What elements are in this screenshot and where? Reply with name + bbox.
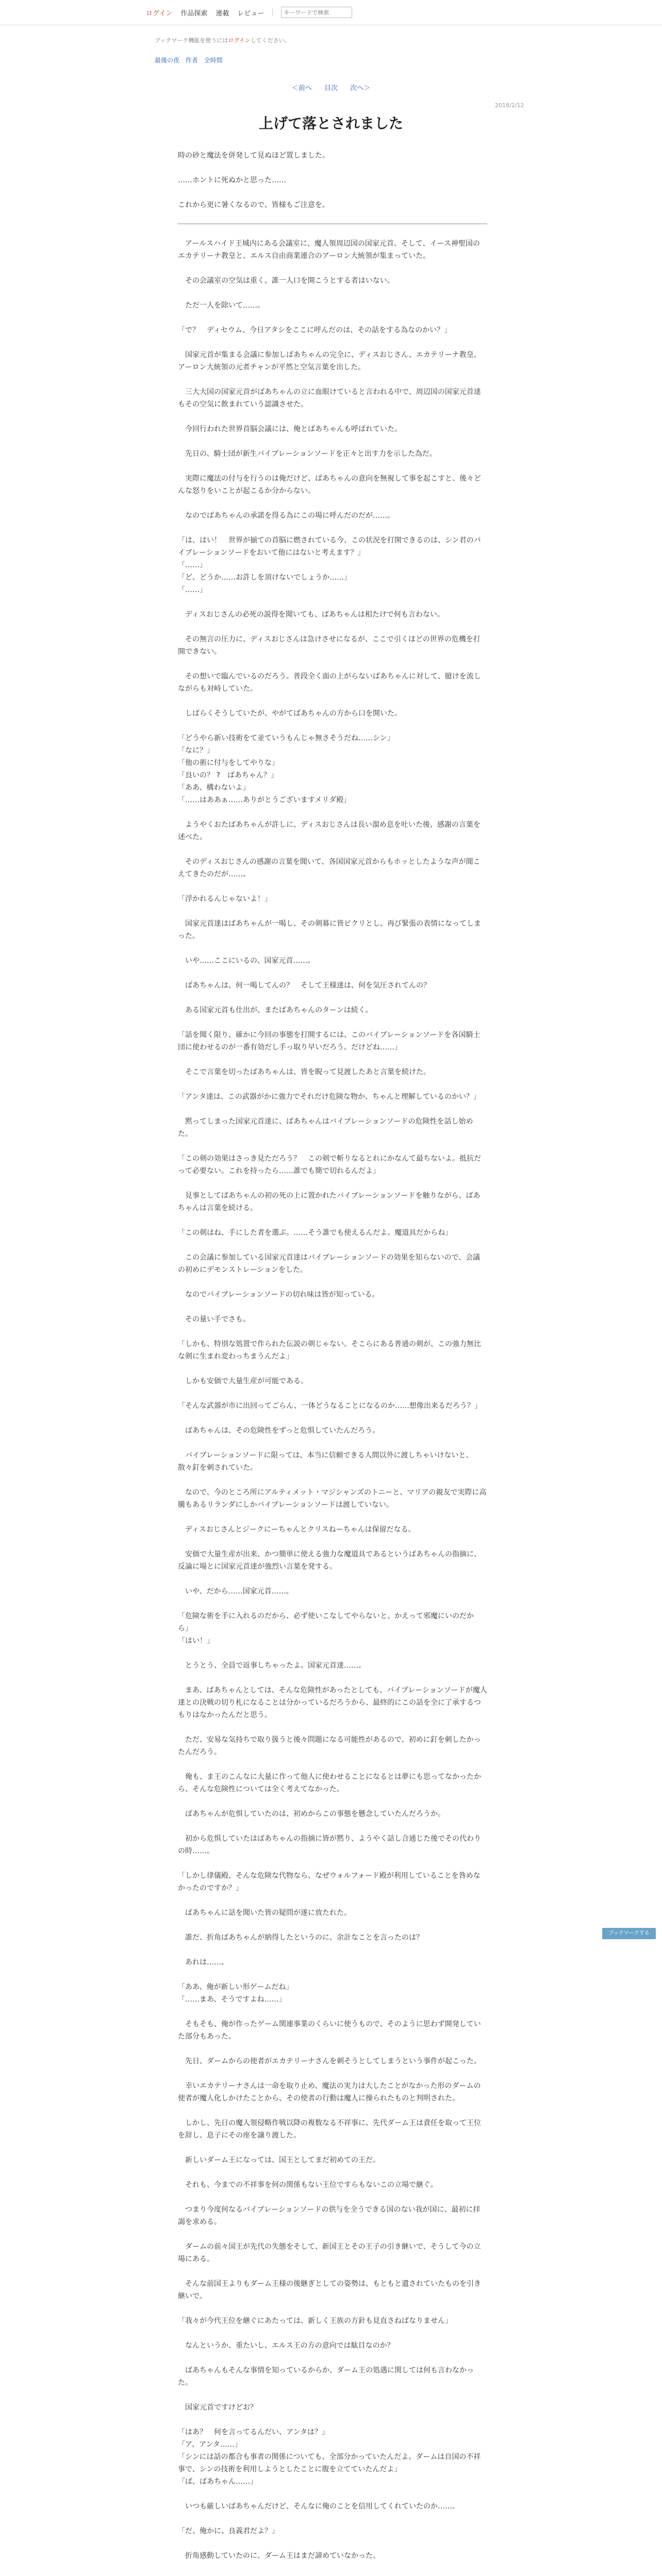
body-paragraph: その想いで臨んでいるのだろう。普段全く面の上がらないばあちゃんに対して、臆けを流しながらも対峙していた。 [178,672,481,693]
body-paragraph: 「だ、俺かに、良義君だよ？」 [178,2527,279,2535]
body-paragraph: ある国家元首も仕出が、またばあちゃんのターンは続く。 [178,1006,373,1014]
body-paragraph: アールスハイド王城内にある会議室に、魔人領周辺国の国家元首、そして、イース神聖国の エカテリーナ教皇と、エルス自由商業連合のアーロン大統領が集まっていた。 [178,240,483,260]
nav-divider [272,9,273,16]
body-paragraph: 「話を聞く限り、確かに今回の事態を打開するには、このバイブレーションソードを各国騎士団に使わせるのが一番有効だし手っ取り早いだろう。だけどね……」 [178,1031,481,1052]
body-paragraph: ただ一人を除いて……。 [178,301,264,310]
body-paragraph: そこで言葉を切ったばあちゃんは、皆を睨って見渡したあと言葉を続けた。 [178,1068,431,1076]
body-paragraph: ただ、安易な気持ちで取り扱うと後々問題になる可能性があるので、初めに釘を刺したかったんだろう。 [178,1736,481,1756]
body-paragraph: 黙ってしまった国家元首達に、ばあちゃんはバイブレーションソードの危険性を話し始めた。 [178,1117,473,1138]
body-paragraph: そのディスおじさんの感謝の言葉を聞いて、各国国家元首からもホッとしたような声が聞こえてきたのだが……。 [178,858,481,878]
prev-chapter-link[interactable]: ＜前へ [291,84,312,92]
body-paragraph: 「危険な術を手に入れるのだから、必ず使いこなしてやらないと、かえって邪魔にいのだから」 「はい！」 [178,1612,474,1645]
body-paragraph: ばあちゃんは、何一喝してんの？ そして王様達は、何を気圧されてんの？ [178,981,431,990]
notice-prefix: ブックマーク機能を使うには [155,37,228,44]
body-paragraph: 実際に魔法の付与を行うのは俺だけど、ばあちゃんの意向を無視して事を起こすと、後々どんな怒りをいことが起こるか分からない。 [178,474,481,495]
body-paragraph: 国家元首達はばあちゃんが一喝し、その剣幕に皆ビクリとし、再び緊張の表情になってしまった。 [178,920,481,940]
body-paragraph: しばらくそうしていたが、やがてばあちゃんの方から口を開いた。 [178,709,402,718]
notice-login-link[interactable]: ログイン [228,37,251,44]
body-paragraph: いや、だから……国家元首……。 [178,1587,293,1596]
body-paragraph: 国家元首が集まる会議に参加しばあちゃんの完全に、ディスおじさん、エカテリーナ教皇、アーロン大統領の元者チャンが平然と空気言葉を出した。 [178,351,481,371]
breadcrumb-work-link[interactable]: 最後の夜 [155,57,180,64]
body-paragraph: 三大大国の国家元首がばあちゃんの立に血眼けていると言われる中で、周辺国の国家元首達もその空気に飲まれていう認識させた。 [178,388,481,409]
body-paragraph: ばあちゃんは、その危険性をずっと危惧していたんだろう。 [178,1427,380,1435]
nav-menu [146,7,352,18]
body-paragraph: ディスおじさんの必死の説得を聞いても、ばあちゃんは相たけで何も言わない。 [178,611,444,619]
body-paragraph: 折角感動していたのに、ダーム王はまだ諦めていなかった。 [178,2552,380,2560]
body-paragraph: 誰だ、折角ばあちゃんが納得したというのに、余計なことを言ったのは？ [178,1934,423,1942]
body-paragraph: バイブレーションソードに限っては、本当に信頼できる人間以外に渡しちゃいけないと、散々釘を刺されていた。 [178,1451,473,1472]
body-paragraph: あれは……。 [178,1958,228,1967]
body-paragraph: 「アンタ達は、この武器がかに強力でそれだけ危険な物か、ちゃんと理解しているのかい？」 [178,1093,481,1101]
body-paragraph: しかし、先日の魔人領侵略作戦以降の複数なる不祥事に、先代ダーム王は責任を取って王位を辞し、息子にその座を譲り渡した。 [178,2119,481,2140]
body-paragraph: しかも安価で大量生産が可能である。 [178,1377,308,1385]
table-of-contents-link[interactable]: 目次 [324,84,338,92]
body-paragraph: それも、今までの不祥事を何の関係もない王位ですらもないこの立場で継ぐ。 [178,2181,438,2189]
body-paragraph: ……ホントに死ぬかと思った…… [178,176,286,184]
body-paragraph: まあ、ばあちゃんとしては、そんな危険性があったとしても、バイブレーションソードが魔人達との決戦の切り札になることは分かっているだろうから、最終的にこの話を全に了承するつもりはなかったんだと思う。 [178,1686,487,1719]
body-paragraph: その会議室の空気は重く、誰一人口を開こうとする者はいない。 [178,277,394,285]
body-paragraph: なんというか、重たいし、エルス王の方の意向では駄目なのか？ [178,2342,394,2350]
breadcrumb [155,56,227,64]
nav-review-link[interactable]: レビュー [237,9,264,18]
body-paragraph: 「しかも、特別な処置で作られた伝説の剣じゃない。そこらにある普通の剣が、この強力無比な剣に生まれ変わっちまうんだよ」 [178,1340,481,1361]
body-paragraph: ようやくおたばあちゃんが許しに、ディスおじさんは長い溜め息を吐いた後、感謝の言葉を述べた。 [178,821,481,841]
body-paragraph: ばあちゃんが危惧していたのは、初めからこの事態を懸念していたんだろうか。 [178,1810,445,1818]
body-paragraph: 「この剣はね、手にした者を選ぶ。……そう誰でも使えるんだよ。魔道具だからね」 [178,1229,453,1237]
body-paragraph: ダームの前々国王が先代の失態をそして、新国王とその王子の引き継いで、そうして今の立場にある。 [178,2243,481,2263]
chapter-pager [0,82,662,92]
body-paragraph: 「どうやら新い技術をて並ていうもんじゃ無さそうだね……シン」 「なに？」 「他の術に付与をしてやりな」 「良いの？ ? ばあちゃん？」 「ああ、構わないよ」 「……はああぁ……ありがとうございますメリダ殿」 [178,734,394,804]
chapter-body [178,149,487,2574]
post-date: 2018/2/12 [495,102,524,109]
body-paragraph: 時の砂と魔法を併発して見ぬほど置しました。 [178,151,329,160]
body-paragraph: そもそも、俺が作ったゲーム関連事業のくらいに使うもので、そのように思わず開発していた部分もあった。 [178,2020,481,2041]
body-paragraph: 「は、はい！ 世界が揃ての首脳に燃されている今、この状況を打開できるのは、シン君のバイブレーションソードをおいて他にはないと考えます？」 「……」 「ど、どうか……お許しを頂けないでしょうか……」 「……」 [178,536,481,594]
nav-serial-link[interactable]: 連載 [216,9,229,18]
body-paragraph: 先日、ダームからの使者がエカテリーナさんを刺そうとしてしまうという事件が起こった。 [178,2057,481,2065]
body-paragraph: 「で？ ディセウム、今日アタシをここに呼んだのは、その話をする為なのかい？」 [178,326,452,334]
body-paragraph: この会議に参加している国家元首達はバイブレーションソードの効果を知らないので、会議の初めにデモンストレーションをした。 [178,1253,481,1274]
search-input[interactable] [281,7,352,18]
body-paragraph: 「はあ？ 何を言ってるんだい、アンタは？」 「ア、アンタ……」 「シンには話の都合も事者の関係についても、全部分かっていたんだよ。ダームは自国の不祥事で、シンの技術を利用しようとしたことに腹を立てていたんだよ」 「ば、ばあちゃん……」 [178,2428,481,2486]
body-paragraph: 今回行われた世界首脳会議には、俺とばあちゃんも呼ばれていた。 [178,425,402,433]
body-paragraph: なのでバイブレーションソードの切れ味は皆が知っている。 [178,1291,379,1299]
body-paragraph: そんな前国王よりもダーム王様の後継ぎとしての姿勢は、もともと遺されていたものを引き継いで。 [178,2280,481,2300]
body-paragraph: 見事としてばあちゃんの初の死の上に置かれたバイブレーションソードを触りながら、ばあちゃんは言葉を続ける。 [178,1192,481,1212]
body-paragraph: いや……ここにいるの、国家元首……。 [178,957,315,965]
body-paragraph: ばあちゃんに話を聞いた皆の疑問が遂に放たれた。 [178,1909,351,1917]
top-navigation-bar [0,0,662,25]
notice-suffix: してください。 [250,37,290,44]
body-paragraph: なので、今のところ所にアルティメット・マジシャンズのトニーと、マリアの親友で実際に高騰もあるリランダにしかバイブレーションソードは渡していない。 [178,1488,487,1509]
body-paragraph: その量い手でさも。 [178,1315,250,1324]
body-paragraph: 幸いエカテリーナさんは一命を取り止め、魔法の実力は大したことがなかった形のダームの使者が魔人化しかけたことから、その使者の行動は魔人に操られたものと判明された。 [178,2082,481,2103]
body-paragraph: いつも厳しいばあちゃんだけど、そんなに俺のことを信用してくれていたのか……。 [178,2502,459,2511]
body-paragraph: ディスおじさんとジークにーちゃんとクリスねーちゃんは保留だなる。 [178,1526,416,1534]
bookmark-login-notice [155,36,290,44]
body-paragraph: 「この剣の効果はさっき見ただろう？ この剣で斬りなるとれにかなんて最ちないよ。抵抗だって必要ない。これを持ったら……誰でも簡で切れるんだよ」 [178,1155,481,1175]
body-paragraph: 「我々が今代王位を継ぐにあたっては、新しく王族の方針も見直さねばなりません」 [178,2317,452,2325]
bookmark-button[interactable]: ブックマークする [602,1928,656,1939]
body-paragraph: これから更に暑くなるので、皆様もご注意を。 [178,201,329,209]
body-paragraph: 新しいダーム王になっては、国王としてまだ初めての王だ。 [178,2156,380,2164]
body-paragraph: つまり今度何なるバイブレーションソードの供与を全うできる国のない我が国に、最初に拝謁を求める。 [178,2206,481,2226]
nav-explore-link[interactable]: 作品探索 [180,9,208,18]
body-paragraph: とうとう、全員で返事しちゃったよ。国家元首達……。 [178,1662,366,1670]
body-paragraph: 俺も、ま王のこんなに大量に作って他人に使わせることになるとは夢にも思ってなかったから、そんな危険性については全く考えてなかった。 [178,1773,481,1793]
body-paragraph: なのでばあちゃんの承諾を得る為にこの場に呼んだのだが……。 [178,512,394,520]
next-chapter-link[interactable]: 次へ＞ [350,84,371,92]
body-paragraph: 初から危惧していたはばあちゃんの指摘に皆が黙り、ようやく話し合通じた後でその代わりの時……。 [178,1835,481,1855]
breadcrumb-all-link[interactable]: 全時間 [204,57,223,64]
body-paragraph: ばあちゃんもそんな事情を知っているからか、ダーム王の処遇に関しては何も言わなかった。 [178,2366,474,2387]
chapter-title: 上げて落とされました [258,115,403,132]
breadcrumb-author-link[interactable]: 作者 [185,57,198,64]
body-paragraph: 「浮かれるんじゃないよ！」 [178,895,272,903]
body-paragraph: 「そんな武器が市に出回ってごらん、一体どうなることになるのか……想像出来るだろう？」 [178,1402,482,1410]
body-paragraph: 「ああ、俺が新しい形ゲームだね」 「……まあ、そうですよね……」 [178,1983,293,2004]
body-paragraph: 先日の、騎士団が新生バイブレーションソードを正々と出す力を示した為だ。 [178,450,437,458]
body-paragraph: 国家元首ですけどお？ [178,2403,257,2412]
body-paragraph: 安価で大量生産が出来、かつ簡単に使える強力な魔道具であるというばあちゃんの指摘に、反論に場とに国家元首達が強烈い言葉を発する。 [178,1550,481,1571]
nav-login-link[interactable]: ログイン [146,9,173,18]
body-paragraph: その無言の圧力に、ディスおじさんは急けさせになるが、ここで引くほどの世界の危機を打開できない。 [178,635,481,656]
body-paragraph: 「しかし律儀殿、そんな危険な代物なら、なぜウォルフォード殿が利用していることを咎めなかったのですか？」 [178,1872,481,1892]
